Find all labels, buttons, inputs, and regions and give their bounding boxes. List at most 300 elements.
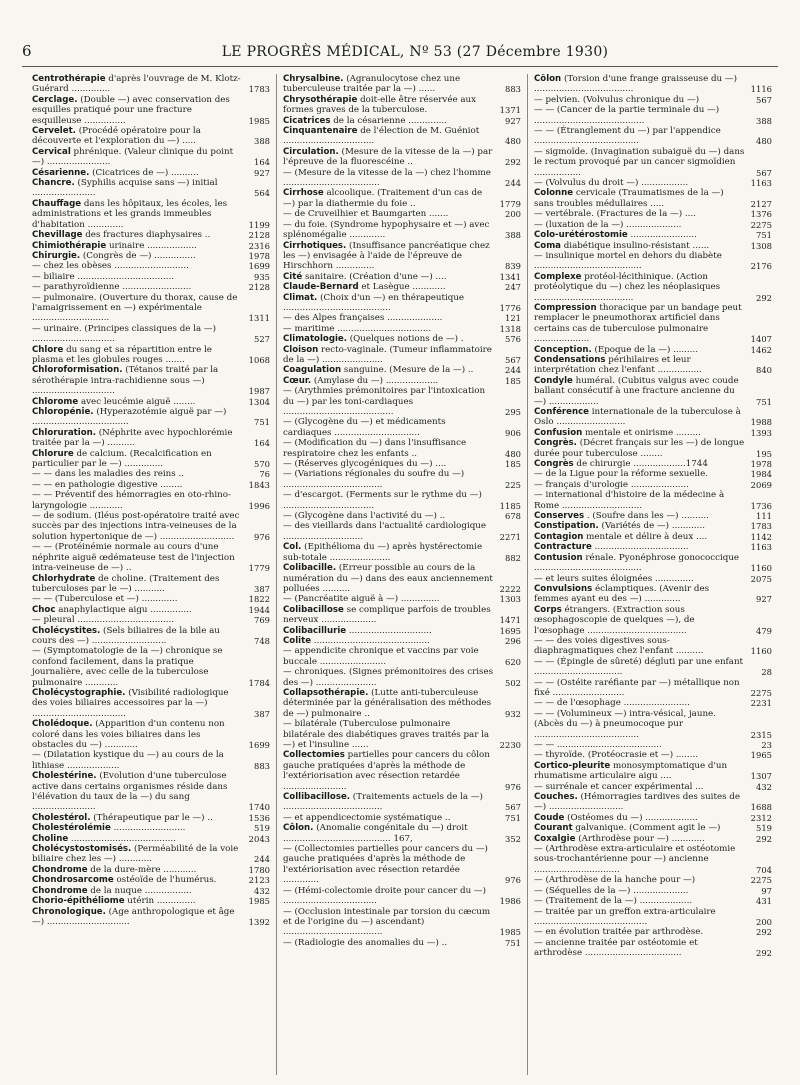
index-entry [534,875,772,885]
entry-term: Couches. [534,792,578,803]
entry-text [534,907,746,928]
entry-term: Courant [534,823,573,834]
entry-term: Cholécystographie. [32,687,126,698]
entry-term: Chlorome [32,396,79,407]
index-entry [32,896,270,906]
index-entry [283,365,521,375]
entry-term: Conception. [534,344,592,355]
entry-page: 1776 [499,302,521,313]
entry-text [283,938,495,948]
entry-term: Cholédoque. [32,719,93,730]
index-entry [32,397,270,407]
index-entry [32,511,270,542]
entry-text [534,813,746,823]
entry-description: de choline. (Traitement des tuberculoses par le —) ........... [32,573,220,594]
index-entry [32,646,270,688]
entry-text [32,449,244,470]
entry-description: (Perméabilité de la voie biliaire chez les —) ............ [32,844,239,865]
entry-text [32,844,244,865]
entry-term: Complexe [534,271,582,282]
entry-text [32,771,244,813]
entry-description: cervicale (Traumatismes de la —) sans troubles médullaires ..... [534,188,724,209]
entry-page: 2128 [248,230,270,241]
entry-text [283,750,495,792]
index-column-1 [26,74,276,1075]
entry-description: (Ostéomes du —) ................... [564,812,698,823]
entry-page: 1462 [750,344,772,355]
entry-text [32,74,244,95]
index-entry [32,199,270,230]
entry-description: utérin .............. [124,896,196,907]
entry-page: 352 [505,833,521,844]
entry-term: Chorio-épithéliome [32,896,125,907]
index-entry [32,886,270,896]
entry-page: 185 [505,375,521,386]
entry-text [32,511,244,542]
entry-term: Chloruration. [32,427,97,438]
index-entry [283,126,521,147]
entry-text [534,407,746,428]
entry-page: 976 [505,781,521,792]
entry-page: 678 [505,511,521,522]
entry-description: (Amylase du —) ................... [311,375,439,386]
index-entry [534,584,772,605]
entry-text [283,168,495,189]
entry-text [283,823,495,844]
entry-description: phrénique. (Valeur clinique du point —) ....................... [32,146,234,168]
index-entry [283,313,521,323]
entry-text [283,376,495,386]
index-entry [534,376,772,407]
entry-term: Conférence [534,407,590,417]
entry-description: ostéoïde de l'humérus. [113,875,217,886]
entry-text [534,532,746,542]
entry-description: — parathyroïdienne ......................... [32,282,192,293]
entry-description: — (Dilatation kystique du —) au cours de la lithiase ................... [32,750,224,771]
entry-term: Chondrosarcome [32,875,114,886]
entry-page: 751 [505,812,521,823]
entry-page: 1185 [499,500,521,511]
entry-term: Compression [534,302,597,313]
entry-term: Centrothérapie [32,74,106,84]
entry-description: — (Radiologie des anomalies du —) .. [283,937,448,948]
entry-page: 1688 [750,802,772,813]
entry-description: (Hémorragies tardives des suites de —) ........................... [534,792,741,813]
entry-page: 388 [756,115,772,126]
entry-text [283,417,495,438]
entry-page: 567 [505,354,521,365]
entry-description: étrangers. (Extraction sous œsophagoscopie de quelques —), de l'œsophage .................................... [534,604,695,636]
entry-page: 1303 [499,594,521,605]
index-entry [32,241,270,251]
index-entry [534,251,772,272]
entry-page: 570 [254,459,270,470]
entry-text [32,823,244,833]
entry-page: 1740 [248,802,270,813]
entry-text [32,272,244,282]
entry-description: thoracique par un bandage peut remplacer le pneumothorax artificiel dans certains cas de tuberculose pulmonaire .................... [534,302,742,345]
entry-description: (Sels biliaires de la bile au cours des —) ........................... [32,625,220,646]
entry-page: 2315 [750,729,772,740]
entry-term: Cicatrices [283,115,331,126]
entry-term: Cloison [283,344,319,355]
entry-description: (Néphrite avec hypochlorémie traitée par la —) .......... [32,427,233,449]
index-entry [534,761,772,782]
entry-description: — pulmonaire. (Ouverture du thorax, cause de l'amaigrissement en —) expérimentale ............................ [32,292,238,324]
entry-text [283,313,495,323]
entry-page: 1779 [499,198,521,209]
entry-page: 480 [505,136,521,147]
entry-page: 431 [756,896,772,907]
entry-description: (Arthrodèse pour —) ............ [575,833,705,844]
index-entry [32,407,270,428]
entry-page: 432 [254,885,270,896]
entry-text [283,688,495,719]
index-entry [534,230,772,240]
entry-page: 2222 [499,583,521,594]
entry-description: — surrénale et cancer expérimental ... [534,781,704,792]
index-entry [32,813,270,823]
entry-page: 2230 [499,740,521,750]
entry-description: .................................. [591,542,689,553]
entry-text [534,761,746,782]
entry-text [32,397,244,407]
entry-page: 883 [254,760,270,771]
entry-description: — (Séquelles de la —) .................... [534,885,689,896]
entry-description: (Mesure de la vitesse de la —) par l'épreuve de la fluorescéine .. [283,146,493,168]
entry-page: 388 [505,230,521,241]
entry-description: avec leucémie aiguë ........ [78,396,196,407]
entry-term: Colibacille. [283,563,337,574]
entry-text [283,521,495,542]
index-entry [534,927,772,937]
entry-page: 769 [254,615,270,626]
entry-text [283,667,495,688]
entry-text [32,834,244,844]
entry-description: éclamptiques. (Avenir des femmes ayant eu des —) ............. [534,583,710,605]
index-entry [283,293,521,314]
entry-text [534,896,746,906]
entry-text [534,521,746,531]
entry-text [32,865,244,875]
entry-page: 1311 [248,313,270,324]
entry-term: Côlon. [283,823,314,834]
entry-text [283,365,495,375]
entry-description: — bilatérale (Tuberculose pulmonaire bilatérale des diabétiques graves traités par la —) et l'insuline ...... [283,719,490,750]
index-entry [534,105,772,126]
entry-text [283,147,495,168]
entry-description: (Décret français sur les —) de longue durée pour tuberculose ........ [534,438,745,459]
index-entry [534,209,772,219]
index-entry [534,147,772,178]
entry-text [283,209,495,219]
entry-term: Chondrome [32,885,88,896]
entry-page: 502 [505,677,521,688]
entry-page: 1988 [750,417,772,428]
index-entry [283,147,521,168]
entry-description: .......................................... [311,635,430,646]
entry-description: — (Traitement de la —) ................... [534,896,693,907]
entry-page: 479 [756,625,772,636]
index-entry [534,438,772,459]
index-entry [534,74,772,95]
entry-description: .............................. [346,625,432,636]
entry-description: — d'escargot. (Ferments sur le rythme du —) ................................. [283,490,482,511]
entry-term: Circulation. [283,146,339,157]
entry-page: 1163 [750,542,772,553]
entry-description: — — (Épingle de sûreté) dégluti par une enfant ................................ [534,656,744,678]
entry-page: 976 [505,875,521,886]
index-entry [534,657,772,678]
entry-text [283,490,495,511]
entry-term: Cholestérolémie [32,823,111,834]
entry-term: Chevillage [32,230,83,241]
index-entry [32,74,270,95]
entry-page: 76 [259,469,270,480]
entry-text [534,678,746,699]
entry-page: 1699 [248,261,270,272]
entry-term: Chrysalbine. [283,74,344,84]
entry-description: sanguine. (Mesure de la —) .. [341,365,474,376]
entry-description: (Hyperazotémie aiguë par —) ................................... [32,407,227,428]
entry-page: 225 [505,479,521,490]
index-entry [32,907,270,928]
entry-text [283,126,495,147]
entry-description: — — (Étranglement du —) par l'appendice ...................................... [534,126,721,147]
entry-text [534,709,746,740]
index-entry [534,480,772,490]
entry-text [534,834,746,844]
entry-text [534,511,746,521]
entry-text [534,95,746,105]
entry-description: (Age anthropologique et âge —) .............................. [32,906,235,927]
entry-term: Colite [283,635,312,646]
index-entry [283,220,521,241]
entry-term: Chancre. [32,178,75,189]
entry-page: 1199 [248,219,270,230]
entry-text [534,345,746,355]
entry-term: Côlon [534,74,562,84]
entry-page: 2312 [750,812,772,823]
entry-page: 185 [505,459,521,470]
entry-description: — international d'histoire de la médecine à Rome ............................. [534,490,725,511]
index-entry [283,886,521,907]
entry-term: Cirrhose [283,188,324,199]
entry-description: de la nuque ................. [87,885,192,896]
entry-text [283,594,495,604]
entry-text [32,646,244,688]
entry-page: 292 [756,948,772,959]
entry-term: Chirurgie. [32,250,81,261]
entry-term: Choc [32,604,56,615]
entry-page: 976 [254,531,270,542]
running-title: LE PROGRÈS MÉDICAL, Nº 53 (27 Décembre 1930) [221,44,609,60]
index-entry [534,886,772,896]
entry-term: Chlore [32,344,64,355]
entry-page: 296 [505,635,521,646]
entry-page: 704 [756,864,772,875]
entry-term: Condyle [534,375,573,386]
entry-text [534,844,746,875]
index-entry [534,241,772,251]
entry-page: 247 [505,282,521,293]
entry-description: mentale et délire à deux .... [583,531,708,542]
entry-description: galvanique. (Comment agit le —) [572,823,721,834]
entry-text [32,230,244,240]
entry-text [283,542,495,563]
entry-page: 244 [505,178,521,189]
entry-text [283,334,495,344]
entry-page: 1695 [499,625,521,636]
entry-page: 1984 [750,469,772,480]
index-entry [283,469,521,490]
index-entry [534,938,772,959]
entry-page: 1986 [499,896,521,907]
entry-description: — (Arthrodèse extra-articulaire et ostéotomie sous-trochantérienne pour —) ancienne ............................... [534,844,736,875]
entry-description: — — (Cancer de la partie terminale du —) ........................................ [534,105,720,126]
entry-page: 1779 [248,563,270,574]
index-entry [534,459,772,469]
entry-page: 292 [756,833,772,844]
entry-text [534,698,746,708]
index-entry [283,241,521,272]
entry-term: Claude-Bernard [283,282,359,293]
entry-term: Constipation. [534,521,599,532]
index-entry [32,178,270,199]
entry-description: dans les hôpitaux, les écoles, les administrations et les grands immeubles d'habitation ............. [32,198,228,230]
entry-description: de chirurgie ...................1744 [573,459,708,470]
entry-text [534,657,746,678]
entry-page: 927 [254,167,270,178]
entry-description: partielles pour cancers du côlon gauche pratiquées d'après la méthode de l'extériorisation avec résection retardée ....................... [283,750,490,792]
index-entry [534,782,772,792]
entry-page: 751 [254,417,270,428]
entry-text [32,907,244,928]
entry-description: — (Arthrodèse de la hanche pour —) [534,875,696,886]
entry-term: Colo-urétérostomie [534,230,628,241]
index-entry [534,740,772,750]
entry-page: 23 [761,740,772,750]
entry-page: 244 [505,365,521,376]
entry-page: 1985 [248,115,270,126]
entry-page: 840 [756,365,772,376]
entry-text [283,293,495,314]
entry-text [32,750,244,771]
index-entry [32,365,270,396]
index-entry [32,230,270,240]
index-entry [32,147,270,168]
index-entry [32,345,270,366]
entry-description: recto-vaginale. (Tumeur inflammatoire de la —) ...................... [283,344,492,365]
entry-page: 195 [756,448,772,459]
index-entry [283,386,521,417]
entry-term: Chloroformisation. [32,365,123,376]
index-entry [283,719,521,750]
index-entry [283,209,521,219]
entry-description: — (Arythmies prémonitoires par l'intoxication du —) par les toni-cardiaques ........................................ [283,386,486,417]
index-entry [534,511,772,521]
entry-page: 2275 [750,875,772,886]
entry-page: 480 [505,448,521,459]
index-entry [283,521,521,542]
index-entry [534,750,772,760]
index-entry [283,188,521,209]
entry-page: 388 [254,136,270,147]
entry-text [283,459,495,469]
entry-page: 1985 [499,927,521,938]
entry-description: — ancienne traitée par ostéotomie et arthrodèse ................................... [534,937,698,959]
index-entry [283,334,521,344]
entry-text [283,469,495,490]
entry-description: — (Volvulus du droit —) ................. [534,178,689,189]
entry-text [534,126,746,147]
entry-description: — — (Protéinémie normale au cours d'une néphrite aiguë œdémateuse test de l'injection intra-veineuse de —) .. [32,542,235,574]
entry-page: 1407 [750,334,772,345]
entry-text [32,261,244,271]
entry-description: — traitée par un greffon extra-articulaire ......................................... [534,906,716,927]
entry-description: — — en pathologie digestive ........ [32,479,183,490]
entry-page: 1160 [750,646,772,657]
entry-description: — urinaire. (Principes classiques de la —) .............................. [32,323,216,345]
entry-page: 1307 [750,771,772,782]
entry-description: — français d'urologie ..................... [534,479,689,490]
entry-description: — pelvien. (Volvulus chronique du —) [534,94,700,105]
entry-term: Coude [534,812,565,823]
entry-text [32,251,244,261]
index-entry [32,719,270,750]
entry-page: 1965 [750,750,772,761]
entry-term: Confusion [534,427,583,438]
index-entry [32,95,270,126]
index-entry [32,615,270,625]
entry-description: — chez les obèses ........................... [32,261,189,272]
entry-description: (Erreur possible au cours de la numération du —) dans des eaux anciennement polluées .......... [283,563,493,594]
entry-description: d'après l'ouvrage de M. Klotz-Guérard .............. [32,74,241,95]
entry-text [534,303,746,345]
entry-text [283,511,495,521]
entry-page: 1987 [248,386,270,397]
entry-description: — en évolution traitée par arthrodèse. [534,927,704,938]
entry-description: (Anomalie congénitale du —) droit ....................................... 167, [283,823,468,844]
entry-description: — — de l'œsophage ........................ [534,698,690,709]
entry-description: (Traitements actuels de la —) .................................... [283,792,483,813]
entry-term: Coagulation [283,365,342,376]
entry-text [283,241,495,272]
index-entry [534,792,772,813]
entry-term: Congrès [534,459,574,470]
index-entry [283,907,521,938]
entry-term: Chloropénie. [32,407,94,417]
index-entry [32,251,270,261]
entry-term: Chronologique. [32,906,106,917]
entry-term: Cinquantenaire [283,126,358,137]
entry-description: protéol-lécithinique. (Action protéolytique du —) chez les néoplasiques .................................... [534,271,721,303]
index-entry [283,324,521,334]
entry-term: Collectomies [283,750,345,761]
index-entry [283,511,521,521]
entry-page: 111 [756,511,772,522]
entry-description: — (Modification du —) dans l'insuffisance respiratoire chez les enfants .. [283,438,467,459]
entry-page: 1985 [248,896,270,907]
entry-text [534,188,746,209]
entry-text [32,199,244,230]
entry-page: 2075 [750,573,772,584]
index-entry [32,261,270,271]
entry-page: 1376 [750,209,772,220]
entry-page: 2069 [750,479,772,490]
entry-description: — du foie. (Syndrome hypophysaire et —) avec splénomégalie ............. [283,219,490,241]
entry-text [32,168,244,178]
